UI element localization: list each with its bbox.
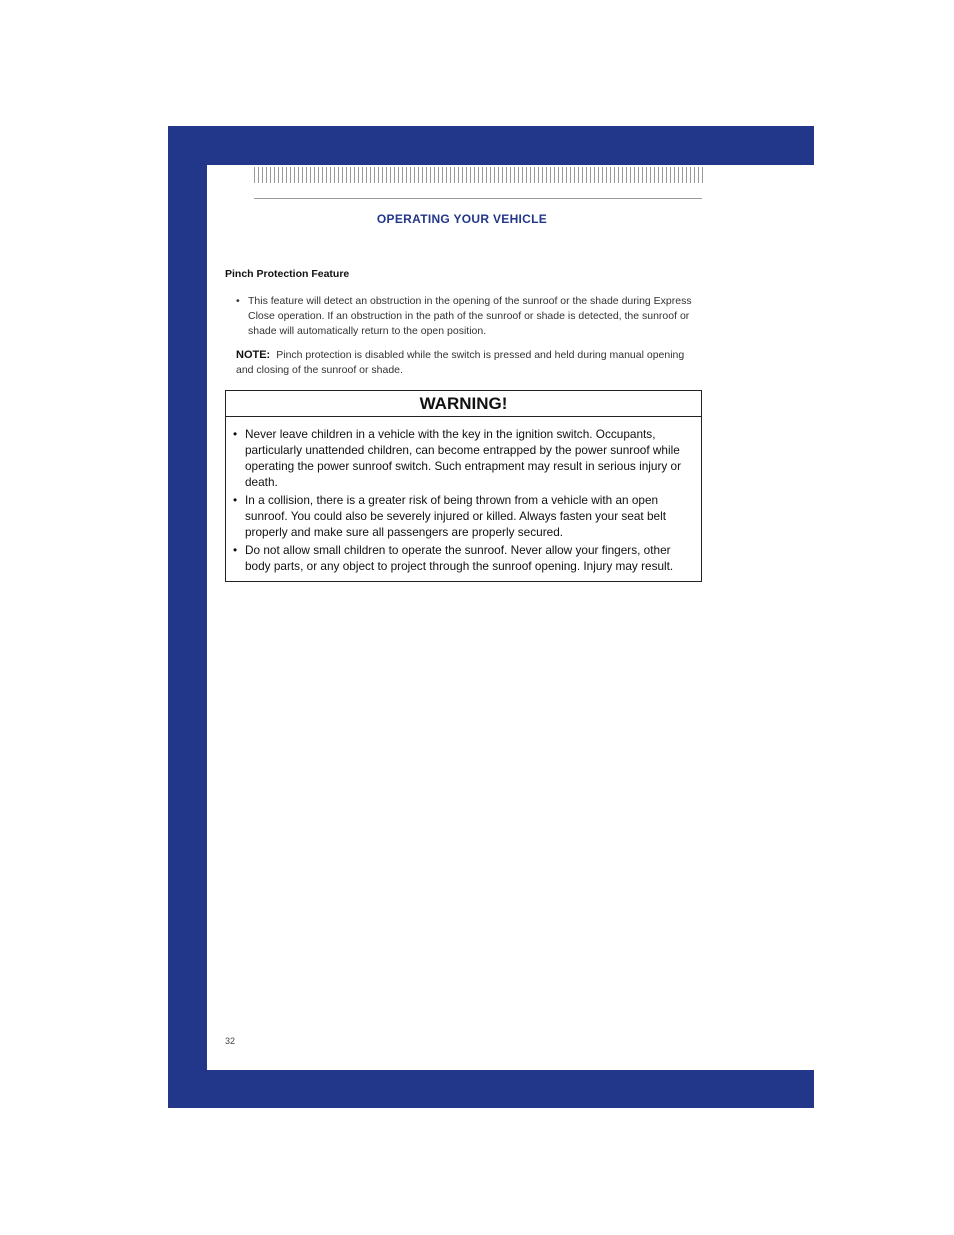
warning-item: • In a collision, there is a greater risk of being thrown from a vehicle with an open sunroof. You could also be severely injured or killed. Always fasten your seat belt properly and make sure all passengers are properly secured. (233, 492, 691, 540)
warning-box (225, 390, 702, 582)
section-title: OPERATING YOUR VEHICLE (376, 212, 548, 226)
note-label: NOTE: (236, 349, 271, 361)
header-rule (254, 198, 702, 199)
page-number: 32 (225, 1036, 236, 1046)
feature-bullet-list (236, 294, 696, 339)
sub-heading: Pinch Protection Feature (225, 268, 350, 280)
note-text: Pinch protection is disabled while the switch is pressed and held during manual opening and closing of the sunroof or shade. (236, 349, 685, 376)
warning-item: • Never leave children in a vehicle with the key in the ignition switch. Occupants, particularly unattended children, can become entrapped by the power sunroof while operating the power sunroof switch. Such entrapment may result in serious injury or death. (233, 426, 691, 490)
feature-bullet: • This feature will detect an obstruction in the opening of the sunroof or the shade during Express Close operation. If an obstruction in the path of the sunroof or shade is detected, the sunroof or shade will automatically return to the open position. (236, 294, 696, 339)
note (236, 348, 702, 378)
warning-title: WARNING! (226, 391, 701, 417)
warning-item: • Do not allow small children to operate the sunroof. Never allow your fingers, other body parts, or any object to project through the sunroof opening. Injury may result. (233, 542, 691, 574)
warning-list (233, 426, 691, 576)
header-tick-marks (254, 167, 703, 183)
